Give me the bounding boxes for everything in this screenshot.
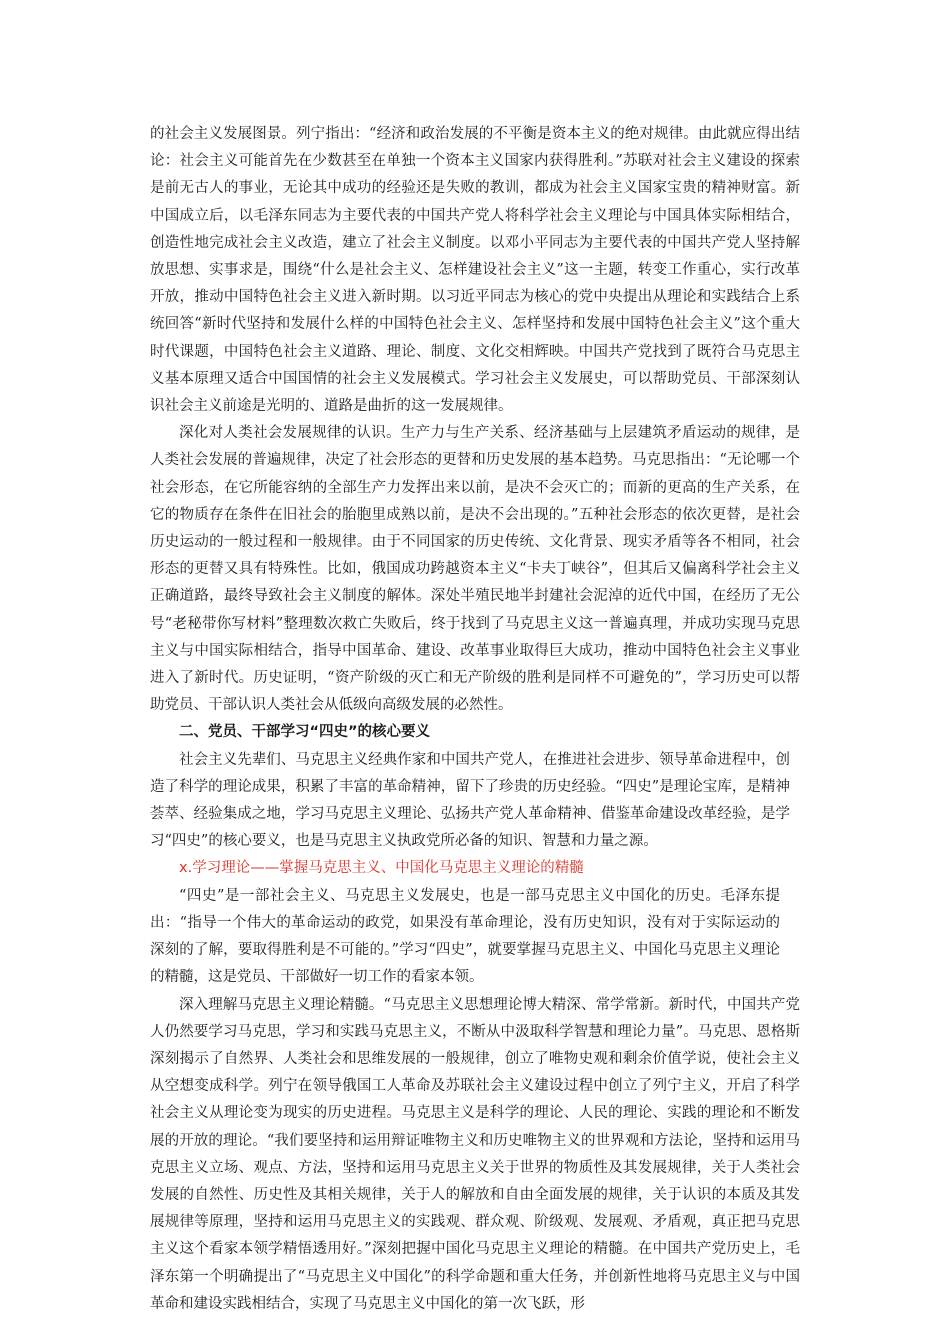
- subheading-study-theory: x.学习理论——掌握马克思主义、中国化马克思主义理论的精髓: [179, 860, 584, 877]
- document-page: [150, 121, 800, 1318]
- paragraph-social-development-law: 深化对人类社会发展规律的认识。生产力与生产关系、经济基础与上层建筑矛盾运动的规律，是人类社会发展的普遍规律，决定了社会形态的更替和历史发展的基本趋势。马克思指出：“无论哪一个社会形态，在它所能容纳的全部生产力发挥出来以前，是决不会灭亡的；而新的更高的生产关系，在它的物质存在条件在旧社会的胎胞里成熟以前，是决不会出现的。”五种社会形态的依次更替，是社会历史运动的一般过程和一般规律。由于不同国家的历史传统、文化背景、现实矛盾等各不相同，社会形态的更替又具有特殊性。比如，俄国成功跨越资本主义“卡夫丁峡谷”，但其后又偏离科学社会主义正确道路，最终导致社会主义制度的解体。深处半殖民地半封建社会泥淖的近代中国，在经历了无公号“老秘带你写材料”整理数次救亡失败后，终于找到了马克思主义这一普遍真理，并成功实现马克思主义与中国实际相结合，指导中国革命、建设、改革事业取得巨大成功，推动中国特色社会主义事业进入了新时代。历史证明，“资产阶级的灭亡和无产阶级的胜利是同样不可避免的”，学习历史可以帮助党员、干部认识人类社会从低级向高级发展的必然性。: [150, 425, 800, 714]
- paragraph-continued: 的社会主义发展图景。列宁指出：“经济和政治发展的不平衡是资本主义的绝对规律。由此就应得出结论：社会主义可能首先在少数甚至在单独一个资本主义国家内获得胜利。”苏联对社会主义建设的探索是前无古人的事业，无论其中成功的经验还是失败的教训，都成为社会主义国家宝贵的精神财富。新中国成立后，以毛泽东同志为主要代表的中国共产党人将科学社会主义理论与中国具体实际相结合，创造性地完成社会主义改造，建立了社会主义制度。以邓小平同志为主要代表的中国共产党人坚持解放思想、实事求是，围绕“什么是社会主义、怎样建设社会主义”这一主题，转变工作重心，实行改革开放，推动中国特色社会主义进入新时期。以习近平同志为核心的党中央提出从理论和实践结合上系统回答“新时代坚持和发展什么样的中国特色社会主义、怎样坚持和发展中国特色社会主义”这个重大时代课题，中国特色社会主义道路、理论、制度、文化交相辉映。中国共产党找到了既符合马克思主义基本原理又适合中国国情的社会主义发展模式。学习社会主义发展史，可以帮助党员、干部深刻认识社会主义前途是光明的、道路是曲折的这一发展规律。: [150, 126, 800, 415]
- section-heading-core-essentials: 二、党员、干部学习“四史”的核心要义: [179, 724, 431, 741]
- paragraph-four-histories-theory: “四史”是一部社会主义、马克思主义发展史，也是一部马克思主义中国化的历史。毛泽东提出：“指导一个伟大的革命运动的政党，如果没有革命理论，没有历史知识，没有对于实际运动的深刻的了解，要取得胜利是不可能的。”学习“四史”，就要掌握马克思主义、中国化马克思主义理论的精髓，这是党员、干部做好一切工作的看家本领。: [150, 887, 780, 986]
- paragraph-core-essentials-intro: 社会主义先辈们、马克思主义经典作家和中国共产党人，在推进社会进步、领导革命进程中，创造了科学的理论成果，积累了丰富的革命精神，留下了珍贵的历史经验。“四史”是理论宝库，是精神荟萃、经验集成之地，学习马克思主义理论、弘扬共产党人革命精神、借鉴革命建设改革经验，是学习“四史”的核心要义，也是马克思主义执政党所必备的知识、智慧和力量之源。: [150, 751, 790, 850]
- paragraph-marxism-essence: 深入理解马克思主义理论精髓。“马克思主义思想理论博大精深、常学常新。新时代，中国共产党人仍然要学习马克思，学习和实践马克思主义，不断从中汲取科学智慧和理论力量”。马克思、恩格斯深刻揭示了自然界、人类社会和思维发展的一般规律，创立了唯物史观和剩余价值学说，使社会主义从空想变成科学。列宁在领导俄国工人革命及苏联社会主义建设过程中创立了列宁主义，开启了科学社会主义从理论变为现实的历史进程。马克思主义是科学的理论、人民的理论、实践的理论和不断发展的开放的理论。“我们要坚持和运用辩证唯物主义和历史唯物主义的世界观和方法论，坚持和运用马克思主义立场、观点、方法，坚持和运用马克思主义关于世界的物质性及其发展规律，关于人类社会发展的自然性、历史性及其相关规律，关于人的解放和自由全面发展的规律，关于认识的本质及其发展规律等原理，坚持和运用马克思主义的实践观、群众观、阶级观、发展观、矛盾观，真正把马克思主义这个看家本领学精悟透用好。”深刻把握中国化马克思主义理论的精髓。在中国共产党历史上，毛泽东第一个明确提出了“马克思主义中国化”的科学命题和重大任务，并创新性地将马克思主义与中国革命和建设实践相结合，实现了马克思主义中国化的第一次飞跃，形: [150, 996, 800, 1312]
